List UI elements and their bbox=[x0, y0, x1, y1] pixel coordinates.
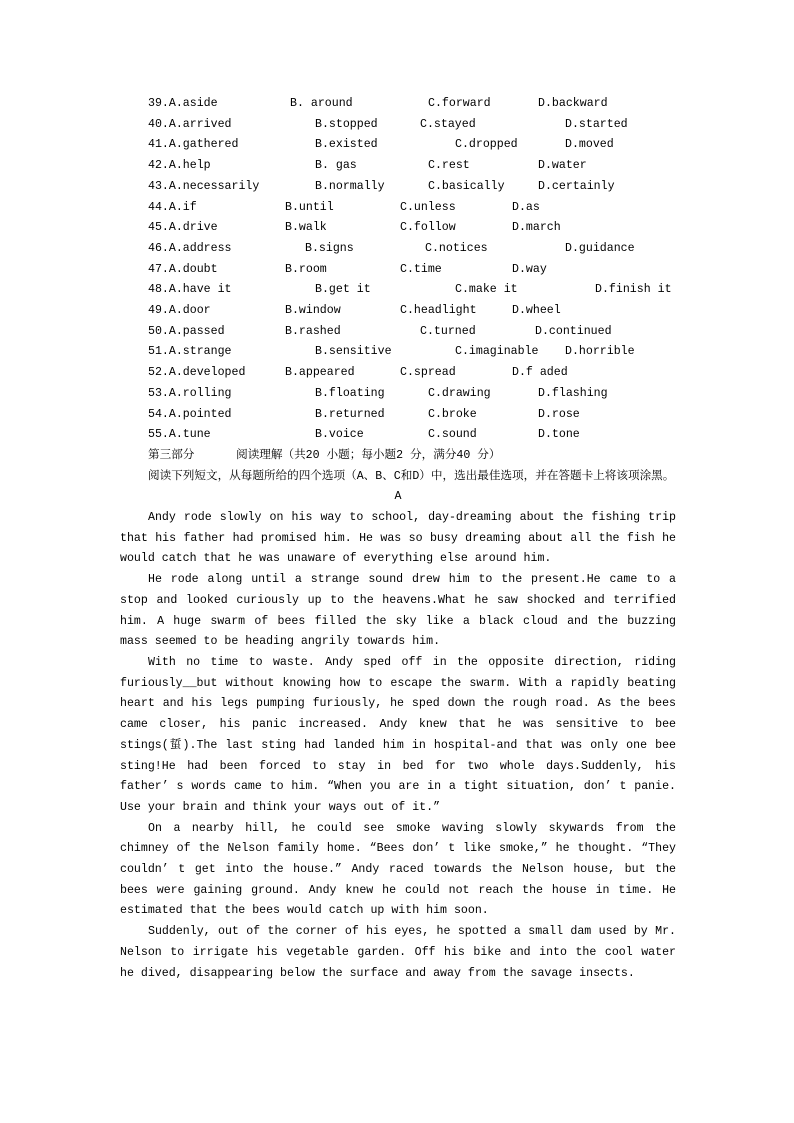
option-b: B.get it bbox=[315, 283, 371, 297]
cloze-question-row bbox=[120, 425, 676, 446]
option-b: B.sensitive bbox=[315, 345, 392, 359]
option-b: B.signs bbox=[305, 241, 354, 255]
question-number: 50. bbox=[148, 324, 169, 338]
option-a-text: A.doubt bbox=[168, 262, 218, 276]
cloze-question-row bbox=[120, 280, 676, 301]
question-number: 45. bbox=[148, 221, 169, 235]
option-a bbox=[148, 384, 315, 405]
cloze-question-row bbox=[120, 239, 676, 260]
option-a bbox=[148, 135, 315, 156]
option-b: B.rashed bbox=[285, 324, 341, 338]
option-a-text: A.passed bbox=[168, 324, 225, 338]
cloze-question-row bbox=[120, 384, 676, 405]
option-b: B.floating bbox=[315, 386, 385, 400]
option-a-text: A.developed bbox=[168, 366, 246, 380]
cloze-question-row bbox=[120, 156, 676, 177]
option-b: B.until bbox=[285, 200, 334, 214]
cloze-question-row bbox=[120, 301, 676, 322]
option-a bbox=[148, 342, 315, 363]
option-a-text: A.arrived bbox=[168, 117, 232, 131]
option-a bbox=[148, 363, 285, 384]
option-a-text: A.aside bbox=[168, 97, 218, 110]
option-a-text: A.rolling bbox=[168, 386, 232, 400]
passage-paragraph-2: He rode along until a strange sound drew him to the present.He came to a stop and looked curiously up to the heavens.What he saw shocked and terrified him. A huge swarm of bees filled the sky like a black cloud and the buzzing mass seemed to be heading angrily towards him. bbox=[120, 573, 676, 649]
option-a-text: A.have it bbox=[168, 283, 232, 297]
question-number: 44. bbox=[148, 200, 169, 214]
cloze-question-row bbox=[120, 135, 676, 156]
cloze-question-row bbox=[120, 218, 676, 239]
option-a-text: A.door bbox=[168, 304, 211, 318]
option-a-text: A.drive bbox=[168, 221, 218, 235]
option-a-text: A.strange bbox=[168, 345, 232, 359]
option-c: C.turned bbox=[420, 324, 476, 338]
option-d: D.flashing bbox=[538, 386, 608, 400]
option-b: B.stopped bbox=[315, 117, 378, 131]
option-d: D.horrible bbox=[565, 345, 635, 359]
option-c: C.headlight bbox=[400, 304, 477, 318]
passage-paragraph-1: Andy rode slowly on his way to school, day-dreaming about the fishing trip that his father had promised him. He was so busy dreaming about all the fish he would catch that he was unaware of everything else around him. bbox=[120, 511, 676, 566]
cloze-question-row bbox=[120, 115, 676, 136]
option-d: D.march bbox=[512, 221, 561, 235]
option-a bbox=[148, 239, 305, 260]
question-number: 43. bbox=[148, 179, 169, 193]
option-b: B.normally bbox=[315, 179, 385, 193]
question-number: 48. bbox=[148, 283, 169, 297]
option-d: D.certainly bbox=[538, 179, 615, 193]
option-a-text: A.necessarily bbox=[168, 179, 260, 193]
option-c: C.stayed bbox=[420, 117, 476, 131]
question-number: 41. bbox=[148, 138, 169, 152]
option-d: D.guidance bbox=[565, 241, 635, 255]
option-a bbox=[148, 177, 315, 198]
option-c: C.basically bbox=[428, 179, 505, 193]
option-b: B.returned bbox=[315, 407, 385, 421]
option-c: C.unless bbox=[400, 200, 456, 214]
option-b: B.walk bbox=[285, 221, 327, 235]
option-d: D.moved bbox=[565, 138, 614, 152]
option-a bbox=[148, 198, 285, 219]
option-a-text: A.pointed bbox=[168, 407, 232, 421]
option-c: C.follow bbox=[400, 221, 456, 235]
passage-label: A bbox=[394, 490, 402, 504]
passage-paragraph-3: With no time to waste. Andy sped off in the opposite direction, riding furiously__but without knowing how to escape the swarm. With a rapidly beating heart and his legs pumping furiously, he sped down the rough road. As the bees came closer, his panic increased. Andy knew that he was sensitive to bee stings(蜇).The last sting had landed him in hospital-and that was only one bee sting!He had been forced to stay in bed for two whole days.Suddenly, his father’ s words came to him. “When you are in a tight situation, don’ t panie. Use your brain and think your ways out of it.” bbox=[120, 655, 676, 814]
option-c: C.imaginable bbox=[455, 345, 539, 359]
option-a-text: A.tune bbox=[168, 428, 211, 442]
question-number: 54. bbox=[148, 407, 169, 421]
question-number: 55. bbox=[148, 428, 169, 442]
option-b: B.appeared bbox=[285, 366, 355, 380]
option-d: D.started bbox=[565, 117, 628, 131]
option-c: C.spread bbox=[400, 366, 456, 380]
option-d: D.as bbox=[512, 200, 540, 214]
question-number: 52. bbox=[148, 366, 169, 380]
option-a bbox=[148, 301, 285, 322]
option-a bbox=[148, 280, 315, 301]
question-number: 49. bbox=[148, 304, 169, 318]
question-number: 53. bbox=[148, 386, 169, 400]
option-d: D.backward bbox=[538, 97, 608, 110]
option-c: C.time bbox=[400, 262, 442, 276]
option-b: B. gas bbox=[315, 159, 357, 173]
passage-paragraph-5: Suddenly, out of the corner of his eyes, he spotted a small dam used by Mr. Nelson to irrigate his vegetable garden. Off his bike and into the cool water he dived, disappearing below the surface and away from the savage insects. bbox=[120, 925, 676, 980]
option-b: B.room bbox=[285, 262, 327, 276]
option-a bbox=[148, 405, 315, 426]
option-d: D.way bbox=[512, 262, 547, 276]
option-d: D.finish it bbox=[595, 283, 672, 297]
option-c: C.rest bbox=[428, 159, 470, 173]
option-c: C.sound bbox=[428, 428, 477, 442]
option-c: C.forward bbox=[428, 97, 491, 110]
cloze-question-row bbox=[120, 405, 676, 426]
option-b: B. around bbox=[290, 97, 353, 110]
option-a-text: A.help bbox=[168, 159, 211, 173]
cloze-options-list bbox=[120, 94, 676, 446]
option-a bbox=[148, 425, 315, 446]
option-d: D.rose bbox=[538, 407, 580, 421]
option-c: C.notices bbox=[425, 241, 488, 255]
question-number: 40. bbox=[148, 117, 169, 131]
option-d: D.f aded bbox=[512, 366, 568, 380]
option-a bbox=[148, 218, 285, 239]
option-a bbox=[148, 115, 315, 136]
question-number: 42. bbox=[148, 159, 169, 173]
option-a-text: A.gathered bbox=[168, 138, 239, 152]
option-c: C.dropped bbox=[455, 138, 518, 152]
option-b: B.window bbox=[285, 304, 341, 318]
option-d: D.water bbox=[538, 159, 587, 173]
option-c: C.broke bbox=[428, 407, 477, 421]
cloze-question-row bbox=[120, 342, 676, 363]
option-c: C.make it bbox=[455, 283, 518, 297]
option-d: D.wheel bbox=[512, 304, 561, 318]
option-d: D.tone bbox=[538, 428, 580, 442]
option-d: D.continued bbox=[535, 324, 612, 338]
option-a-text: A.if bbox=[168, 200, 197, 214]
cloze-question-row bbox=[120, 94, 676, 115]
cloze-question-row bbox=[120, 260, 676, 281]
option-a bbox=[148, 322, 285, 343]
passage-paragraph-4: On a nearby hill, he could see smoke waving slowly skywards from the chimney of the Nelson family home. “Bees don’ t like smoke,” he thought. “They couldn’ t get into the house.” Andy raced towards the Nelson house, but the bees were gaining ground. Andy knew he could not reach the house in time. He estimated that the bees would catch up with him soon. bbox=[120, 821, 676, 918]
option-a bbox=[148, 94, 290, 115]
option-c: C.drawing bbox=[428, 386, 491, 400]
section3-instructions: 阅读下列短文，从每题所给的四个选项（A、B、C和D）中，选出最佳选项，并在答题卡上将该项涂黑。 bbox=[148, 469, 675, 483]
option-a bbox=[148, 156, 315, 177]
cloze-question-row bbox=[120, 363, 676, 384]
question-number: 39. bbox=[148, 97, 169, 110]
option-a-text: A.address bbox=[168, 241, 232, 255]
cloze-question-row bbox=[120, 322, 676, 343]
question-number: 51. bbox=[148, 345, 169, 359]
cloze-question-row bbox=[120, 177, 676, 198]
option-b: B.existed bbox=[315, 138, 378, 152]
option-a bbox=[148, 260, 285, 281]
question-number: 47. bbox=[148, 262, 169, 276]
option-b: B.voice bbox=[315, 428, 364, 442]
section3-heading: 第三部分 阅读理解（共20 小题；每小题2 分，满分40 分） bbox=[148, 448, 501, 462]
cloze-question-row bbox=[120, 198, 676, 219]
question-number: 46. bbox=[148, 241, 169, 255]
